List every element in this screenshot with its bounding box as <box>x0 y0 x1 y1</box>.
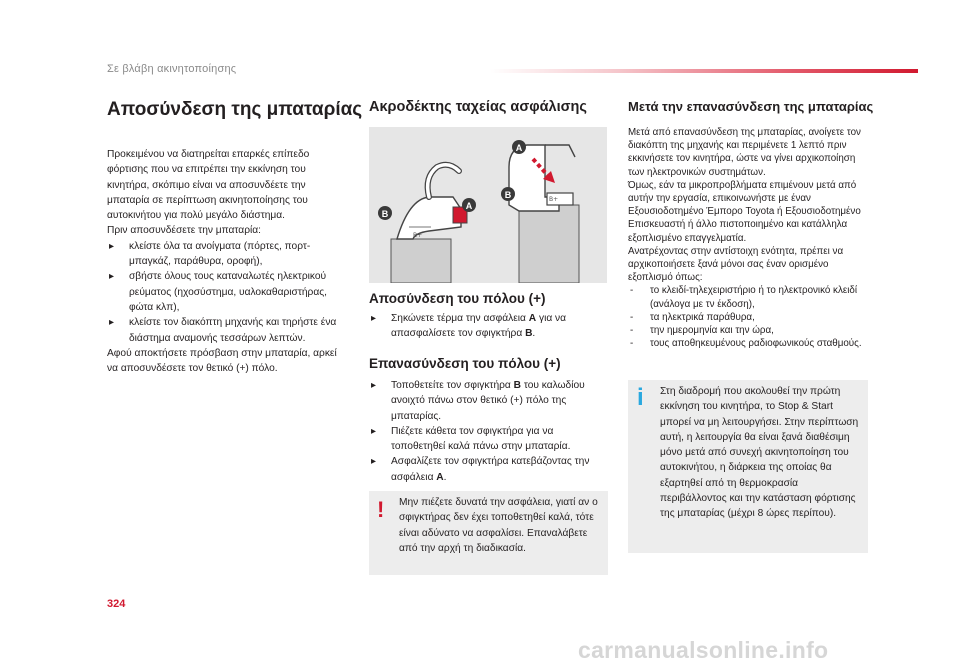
list-item: ▸ κλείστε τον διακόπτη μηχανής και τηρήστε ένα διάστημα αναμονής τεσσάρων λεπτών. <box>107 315 343 346</box>
list-item: - τα ηλεκτρικά παράθυρα, <box>628 311 868 324</box>
after-reconnect-paragraph: Μετά από επανασύνδεση της μπαταρίας, ανοίγετε τον διακόπτη της μηχανής και περιμένετε 1 λεπτό πριν εκκινήσετε τον κινητήρα, ώστε να γίνει αρχικοποίηση των ηλεκτρονικών συστημάτων. <box>628 127 861 178</box>
label-b-text: B <box>504 190 512 200</box>
info-text: Στη διαδρομή που ακολουθεί την πρώτη εκκίνηση του κινητήρα, το Stop & Start μπορεί να μη λειτουργήσει. Στην περίπτωση αυτή, η λειτουργία θα είναι ξανά διαθέσιμη μόνο μετά από συνεχή ακινητοποίηση του αυτοκινήτου, η διάρκεια της οποίας θα εξαρτηθεί από τη θερμοκρασία περιβάλλοντος και την κατάσταση φόρτισης της μπαταρίας (μέχρι 8 ώρες περίπου). <box>660 386 859 520</box>
svg-text:B+: B+ <box>413 232 423 239</box>
list-item: ▸ Ασφαλίζετε τον σφιγκτήρα κατεβάζοντας την ασφάλεια A. <box>369 454 607 485</box>
list-item: ▸ κλείστε όλα τα ανοίγματα (πόρτες, πορτ-μπαγκάζ, παράθυρα, οροφή), <box>107 239 343 270</box>
issues-paragraph: Όμως, εάν τα μικροπροβλήματα επιμένουν μετά από αυτήν την εργασία, επικοινωνήστε με έναν Εξουσιοδοτημένο Έμπορο Toyota ή Εξουσιοδοτημένο Επισκευαστή ή άλλο πιστοποιημένο και κατάλληλα εξοπλισμένο επαγγελματία. <box>628 179 861 244</box>
chapter-title: Σε βλάβη ακινητοποίησης <box>107 63 237 75</box>
label-a-text: A <box>465 201 473 211</box>
subheading-disconnect-pole: Αποσύνδεση του πόλου (+) <box>369 291 546 306</box>
label-a-text: A <box>515 143 523 153</box>
quick-release-terminal-illustration <box>369 127 607 283</box>
section-title-after-reconnect: Μετά την επανασύνδεση της μπαταρίας <box>628 99 874 114</box>
outro-paragraph: Αφού αποκτήσετε πρόσβαση στην μπαταρία, αρκεί να αποσυνδέσετε τον θετικό (+) πόλο. <box>107 347 337 375</box>
watermark: carmanualsonline.info <box>578 637 829 663</box>
terminal-diagram <box>369 127 607 283</box>
list-item: - την ημερομηνία και την ώρα, <box>628 324 868 337</box>
list-item: ▸ Τοποθετείτε τον σφιγκτήρα B του καλωδίου ανοιχτό πάνω στον θετικό (+) πόλο της μπαταρίας. <box>369 378 607 424</box>
left-column-text <box>107 147 343 376</box>
intro-paragraph: Προκειμένου να διατηρείται επαρκές επίπεδο φόρτισης που να επιτρέπει την εκκίνηση του κινητήρα, σκόπιμο είναι να αποσυνδέετε την μπαταρία σε περίπτωση ακινητοποίησης του αυτοκινήτου για πολύ μεγάλο διάστημα. <box>107 149 310 222</box>
before-label: Πριν αποσυνδέσετε την μπαταρία: <box>107 225 261 237</box>
warning-box <box>369 491 608 575</box>
svg-text:B+: B+ <box>549 196 559 203</box>
reinit-equipment-list <box>628 284 868 350</box>
section-title-battery-disconnect: Αποσύνδεση της μπαταρίας <box>107 99 363 120</box>
list-item: - τους αποθηκευμένους ραδιοφωνικούς σταθμούς. <box>628 337 868 350</box>
warning-text: Μην πιέζετε δυνατά την ασφάλεια, γιατί αν ο σφιγκτήρας δεν έχει τοποθετηθεί καλά, τότε είναι αδύνατο να ασφαλίσει. Επαναλάβετε από την αρχή τη διαδικασία. <box>399 497 598 554</box>
warning-icon: ! <box>377 497 385 522</box>
reconnect-steps <box>369 378 607 485</box>
disconnect-steps <box>369 311 607 342</box>
chapter-accent-bar <box>490 69 918 73</box>
list-item: ▸ Σηκώνετε τέρμα την ασφάλεια A για να απασφαλίσετε τον σφιγκτήρα B. <box>369 311 607 342</box>
info-box <box>628 380 868 553</box>
list-item: ▸ σβήστε όλους τους καταναλωτές ηλεκτρικού ρεύματος (ηχοσύστημα, υαλοκαθαριστήρας, φώτα κλπ), <box>107 269 343 315</box>
label-b-text: B <box>381 209 389 219</box>
right-column-text <box>628 126 868 350</box>
list-item: - το κλειδί-τηλεχειριστήριο ή το ηλεκτρονικό κλειδί (ανάλογα με τν έκδοση), <box>628 284 868 310</box>
subheading-reconnect-pole: Επανασύνδεση του πόλου (+) <box>369 356 561 371</box>
reinit-paragraph: Ανατρέχοντας στην αντίστοιχη ενότητα, πρέπει να αρχικοποιήσετε ξανά μόνοι σας έναν ορισμένο εξοπλισμό όπως: <box>628 245 844 284</box>
section-title-quick-terminal: Ακροδέκτης ταχείας ασφάλισης <box>369 99 587 115</box>
info-icon: i <box>637 384 644 411</box>
page-number: 324 <box>107 598 126 610</box>
before-steps-list <box>107 239 343 346</box>
list-item: ▸ Πιέζετε κάθετα τον σφιγκτήρα για να τοποθετηθεί καλά πάνω στην μπαταρία. <box>369 424 607 455</box>
